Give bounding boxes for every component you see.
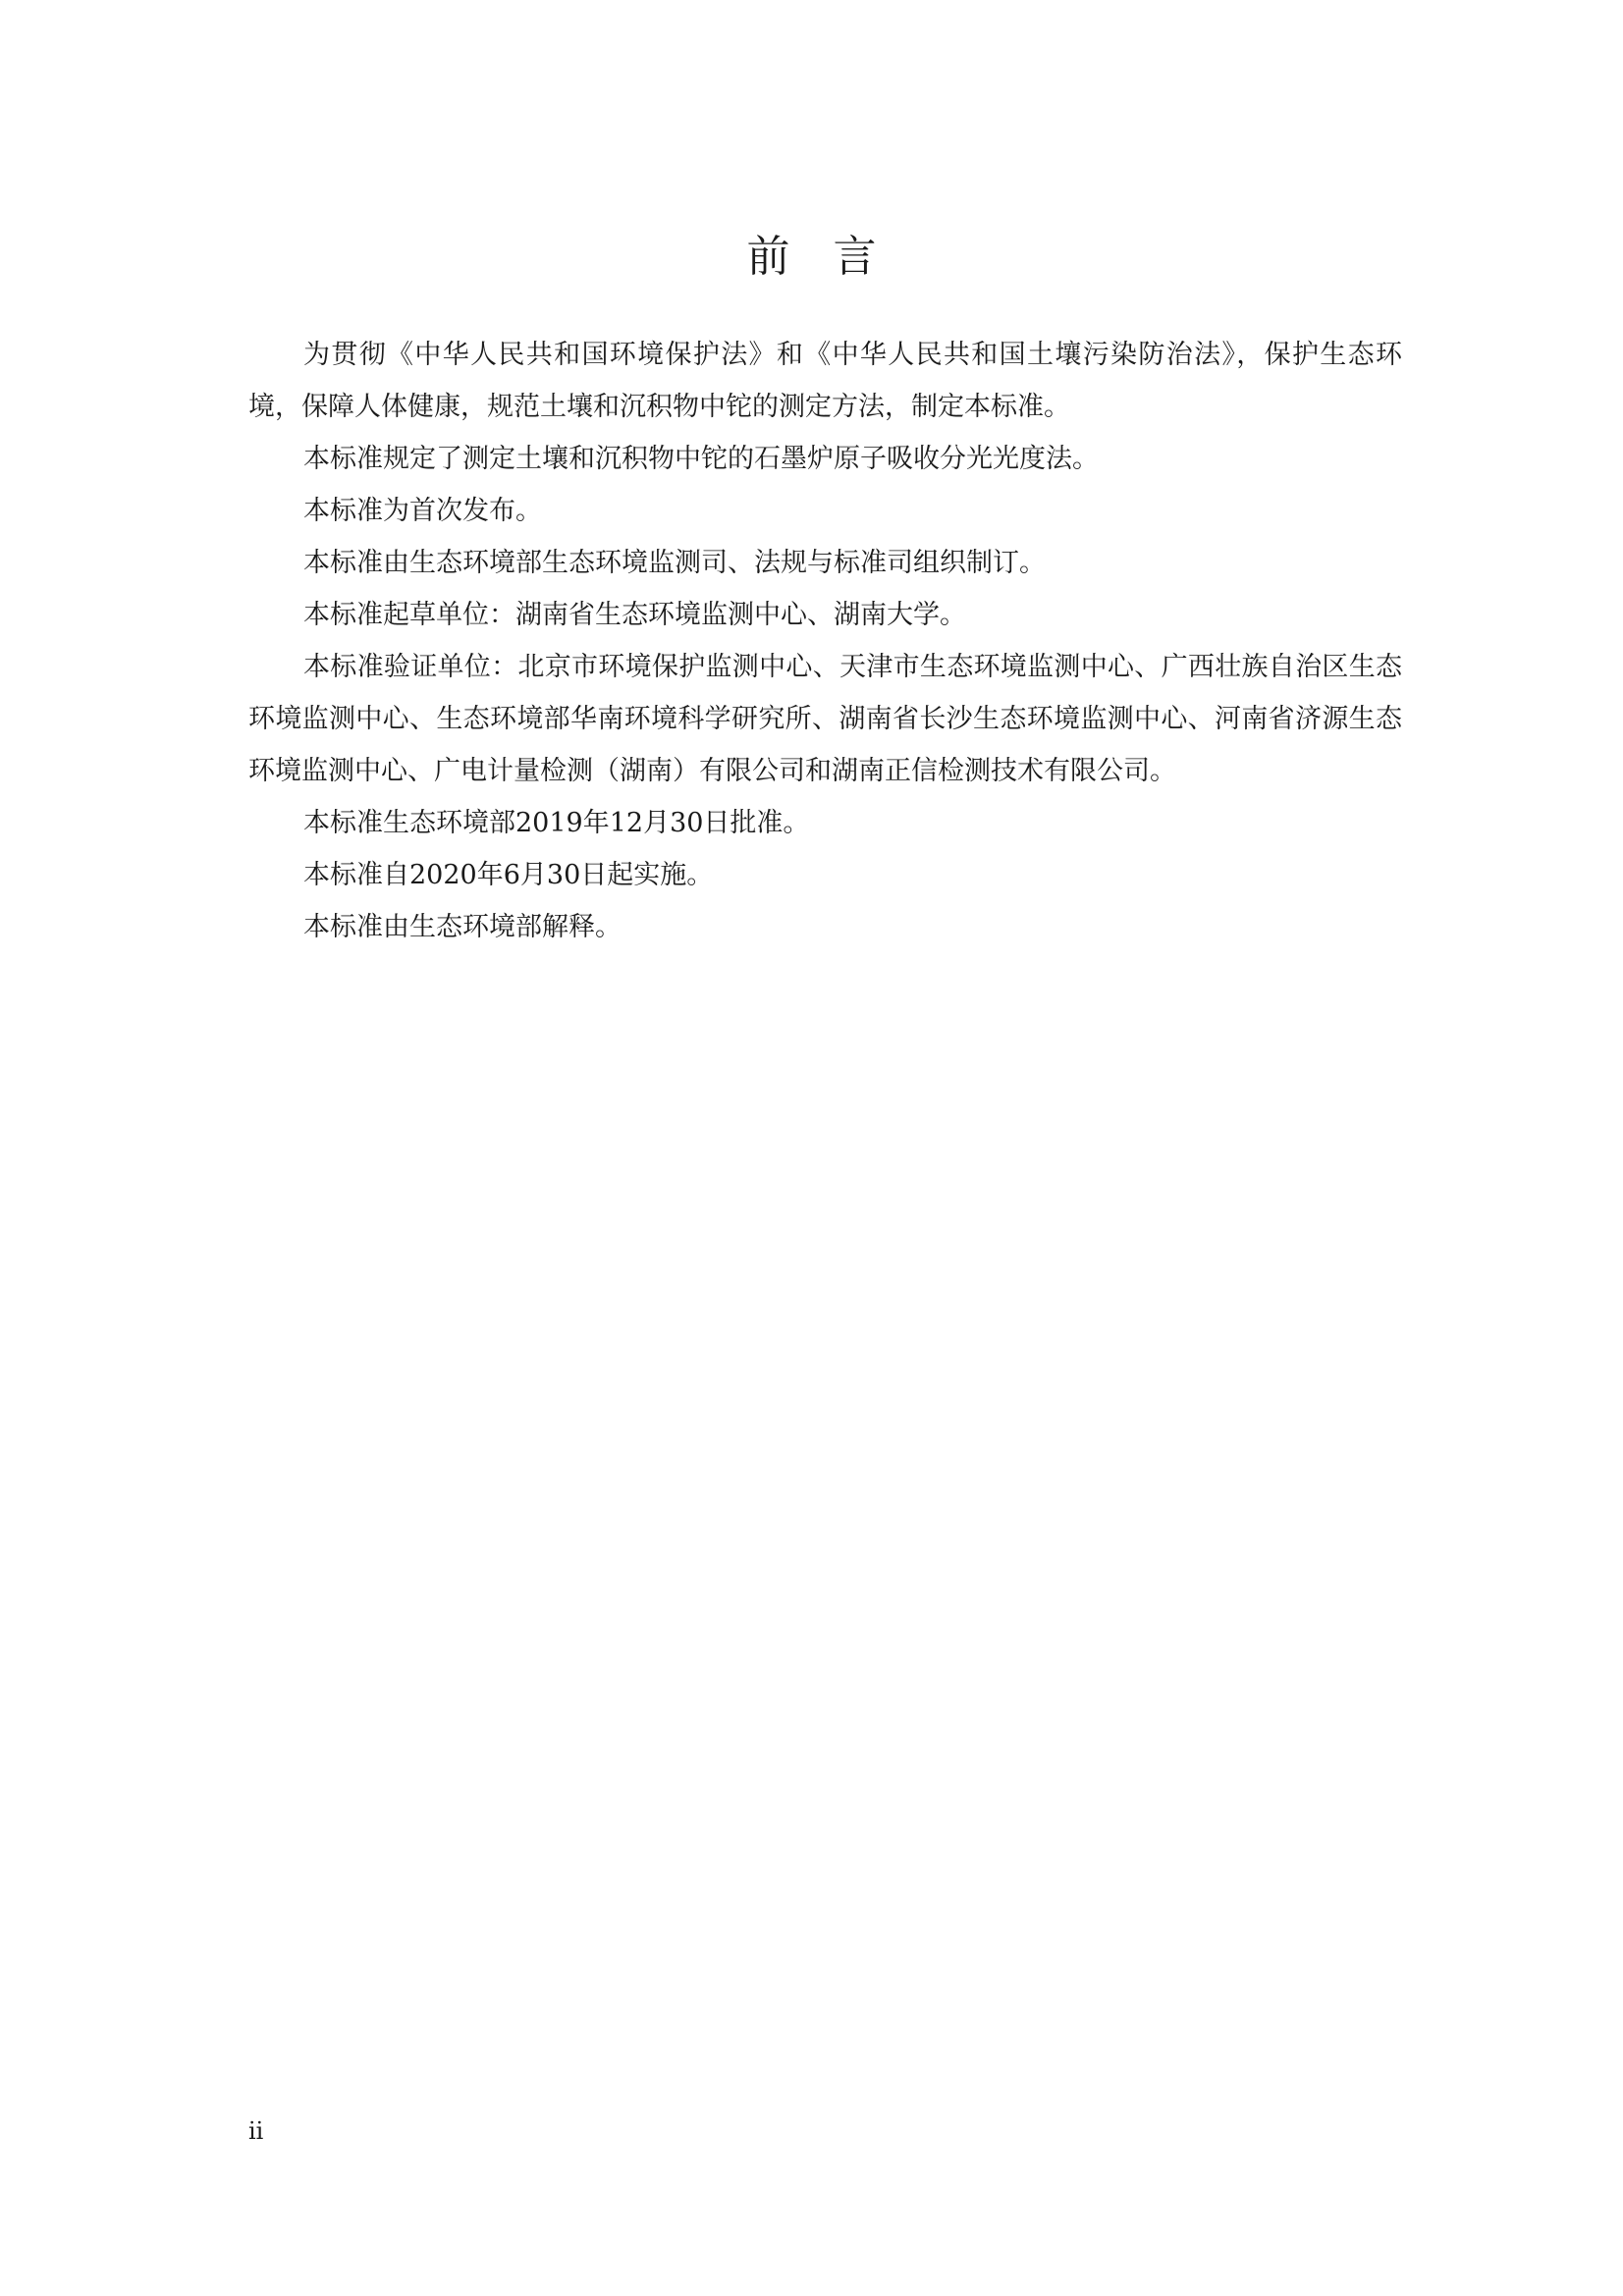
paragraph-purpose: 为贯彻《中华人民共和国环境保护法》和《中华人民共和国土壤污染防治法》，保护生态环境，保障人体健康，规范土壤和沉积物中铊的测定方法，制定本标准。 xyxy=(248,340,1402,422)
paragraph-interpretation: 本标准由生态环境部解释。 xyxy=(303,912,622,942)
paragraph-drafting-units: 本标准起草单位：湖南省生态环境监测中心、湖南大学。 xyxy=(303,600,966,630)
paragraph-organizer: 本标准由生态环境部生态环境监测司、法规与标准司组织制订。 xyxy=(303,548,1046,578)
page-title: 前言 xyxy=(746,232,920,282)
body-text xyxy=(248,329,1402,953)
paragraph-approval-date: 本标准生态环境部2019年12月30日批准。 xyxy=(303,808,810,838)
paragraph-scope: 本标准规定了测定土壤和沉积物中铊的石墨炉原子吸收分光光度法。 xyxy=(303,444,1099,474)
paragraph-verification-units: 本标准验证单位：北京市环境保护监测中心、天津市生态环境监测中心、广西壮族自治区生态环境监测中心、生态环境部华南环境科学研究所、湖南省长沙生态环境监测中心、河南省济源生态环境监测中心、广电计量检测（湖南）有限公司和湖南正信检测技术有限公司。 xyxy=(248,652,1402,786)
paragraph-effective-date: 本标准自2020年6月30日起实施。 xyxy=(303,860,714,890)
paragraph-first-release: 本标准为首次发布。 xyxy=(303,496,542,526)
page-number: ii xyxy=(248,2117,264,2145)
